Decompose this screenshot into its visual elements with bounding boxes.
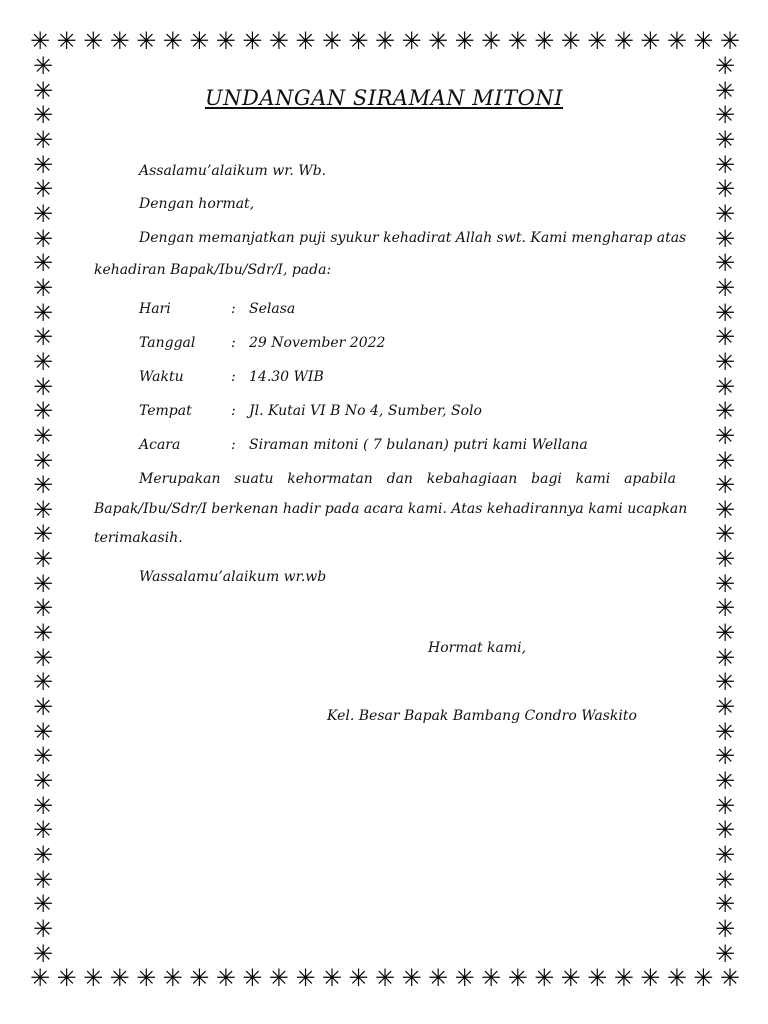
ornament-star-icon: ✳ [401, 965, 422, 991]
ornament-star-icon: ✳ [162, 965, 183, 991]
ornament-star-icon: ✳ [714, 767, 736, 796]
detail-value: Jl. Kutai VI B No 4, Sumber, Solo [249, 403, 482, 419]
ornament-star-icon: ✳ [32, 668, 54, 697]
ornament-star-icon: ✳ [714, 298, 736, 327]
closing-line-1: Merupakan suatu kehormatan dan kebahagiaan bagi kami apabila [139, 471, 676, 487]
ornament-star-icon: ✳ [32, 199, 54, 228]
ornament-star-icon: ✳ [714, 520, 736, 549]
ornament-star-icon: ✳ [714, 914, 736, 943]
ornament-star-icon: ✳ [714, 446, 736, 475]
detail-label: Hari [139, 301, 171, 317]
ornament-star-icon: ✳ [30, 28, 51, 54]
ornament-star-icon: ✳ [374, 965, 396, 991]
ornament-star-icon: ✳ [242, 28, 263, 54]
ornament-star-icon: ✳ [32, 865, 54, 894]
ornament-star-icon: ✳ [215, 28, 236, 54]
ornament-star-icon: ✳ [693, 965, 714, 991]
ornament-star-icon: ✳ [32, 101, 54, 130]
ornament-star-icon: ✳ [714, 569, 736, 598]
ornament-star-icon: ✳ [714, 693, 736, 722]
detail-separator: : [231, 335, 236, 351]
ornament-star-icon: ✳ [714, 495, 736, 524]
border-right-ornaments [712, 54, 738, 966]
ornament-star-icon: ✳ [640, 965, 661, 991]
ornament-star-icon: ✳ [268, 965, 289, 991]
ornament-star-icon: ✳ [32, 717, 54, 746]
ornament-star-icon: ✳ [321, 965, 342, 991]
ornament-star-icon: ✳ [534, 28, 555, 54]
ornament-star-icon: ✳ [613, 965, 634, 991]
ornament-star-icon: ✳ [714, 594, 736, 623]
ornament-star-icon: ✳ [295, 28, 316, 54]
border-bottom-ornaments [30, 965, 740, 991]
ornament-star-icon: ✳ [32, 372, 54, 401]
ornament-star-icon: ✳ [640, 28, 661, 54]
ornament-star-icon: ✳ [32, 495, 54, 524]
ornament-star-icon: ✳ [56, 28, 77, 54]
ornament-star-icon: ✳ [32, 816, 54, 845]
ornament-star-icon: ✳ [714, 643, 736, 672]
detail-label: Waktu [139, 369, 184, 385]
ornament-star-icon: ✳ [189, 28, 210, 54]
ornament-star-icon: ✳ [714, 273, 736, 302]
ornament-star-icon: ✳ [374, 28, 396, 54]
ornament-star-icon: ✳ [321, 28, 342, 54]
ornament-star-icon: ✳ [714, 397, 736, 426]
intro-line-1: Dengan memanjatkan puji syukur kehadirat Allah swt. Kami mengharap atas [139, 230, 687, 246]
detail-value: Siraman mitoni ( 7 bulanan) putri kami Wellana [249, 437, 588, 453]
ornament-star-icon: ✳ [714, 101, 736, 130]
signature-text: Kel. Besar Bapak Bambang Condro Waskito [327, 708, 637, 724]
ornament-star-icon: ✳ [32, 323, 54, 352]
border-top-ornaments [30, 28, 740, 54]
ornament-star-icon: ✳ [32, 150, 54, 179]
ornament-star-icon: ✳ [32, 939, 54, 966]
signoff-text: Hormat kami, [428, 640, 527, 656]
ornament-star-icon: ✳ [427, 28, 449, 54]
ornament-star-icon: ✳ [714, 150, 736, 179]
ornament-star-icon: ✳ [560, 28, 581, 54]
ornament-star-icon: ✳ [714, 791, 736, 820]
ornament-star-icon: ✳ [714, 224, 736, 253]
ornament-star-icon: ✳ [295, 965, 316, 991]
ornament-star-icon: ✳ [714, 199, 736, 228]
ornament-star-icon: ✳ [32, 791, 54, 820]
ornament-star-icon: ✳ [587, 28, 608, 54]
ornament-star-icon: ✳ [714, 76, 736, 105]
ornament-star-icon: ✳ [534, 965, 555, 991]
ornament-star-icon: ✳ [507, 28, 528, 54]
ornament-star-icon: ✳ [32, 767, 54, 796]
ornament-star-icon: ✳ [32, 594, 54, 623]
ornament-star-icon: ✳ [32, 471, 54, 500]
document-title: UNDANGAN SIRAMAN MITONI [204, 86, 563, 110]
ornament-star-icon: ✳ [30, 965, 51, 991]
ornament-star-icon: ✳ [714, 545, 736, 574]
ornament-star-icon: ✳ [714, 175, 736, 204]
ornament-star-icon: ✳ [481, 28, 502, 54]
ornament-star-icon: ✳ [714, 372, 736, 401]
ornament-star-icon: ✳ [83, 965, 104, 991]
ornament-star-icon: ✳ [136, 28, 157, 54]
detail-separator: : [231, 403, 236, 419]
border-left-ornaments [30, 54, 56, 966]
ornament-star-icon: ✳ [714, 939, 736, 966]
ornament-star-icon: ✳ [714, 54, 736, 80]
ornament-star-icon: ✳ [32, 347, 54, 376]
ornament-star-icon: ✳ [613, 28, 634, 54]
ornament-star-icon: ✳ [32, 520, 54, 549]
ornament-star-icon: ✳ [32, 890, 54, 919]
detail-value: 29 November 2022 [249, 335, 386, 351]
ornament-star-icon: ✳ [32, 742, 54, 771]
ornament-star-icon: ✳ [507, 965, 528, 991]
farewell-text: Wassalamu’alaikum wr.wb [139, 569, 327, 585]
greeting-text: Assalamu’alaikum wr. Wb. [139, 163, 327, 179]
detail-separator: : [231, 437, 236, 453]
ornament-star-icon: ✳ [268, 28, 289, 54]
ornament-star-icon: ✳ [32, 224, 54, 253]
ornament-star-icon: ✳ [348, 28, 369, 54]
ornament-star-icon: ✳ [714, 347, 736, 376]
detail-value: 14.30 WIB [249, 369, 324, 385]
ornament-star-icon: ✳ [189, 965, 210, 991]
ornament-star-icon: ✳ [242, 965, 263, 991]
ornament-star-icon: ✳ [719, 965, 740, 991]
ornament-star-icon: ✳ [714, 865, 736, 894]
detail-label: Tanggal [139, 335, 196, 351]
detail-separator: : [231, 369, 236, 385]
ornament-star-icon: ✳ [693, 28, 714, 54]
detail-value: Selasa [249, 301, 296, 317]
ornament-star-icon: ✳ [32, 643, 54, 672]
ornament-star-icon: ✳ [714, 125, 736, 154]
ornament-star-icon: ✳ [109, 965, 130, 991]
ornament-star-icon: ✳ [32, 421, 54, 450]
ornament-star-icon: ✳ [714, 619, 736, 648]
ornament-star-icon: ✳ [454, 965, 475, 991]
ornament-star-icon: ✳ [714, 421, 736, 450]
ornament-star-icon: ✳ [481, 965, 502, 991]
detail-separator: : [231, 301, 236, 317]
ornament-star-icon: ✳ [56, 965, 77, 991]
ornament-star-icon: ✳ [32, 54, 54, 80]
intro-line-2: kehadiran Bapak/Ibu/Sdr/I, pada: [94, 262, 332, 278]
ornament-star-icon: ✳ [714, 717, 736, 746]
ornament-star-icon: ✳ [401, 28, 422, 54]
ornament-star-icon: ✳ [32, 914, 54, 943]
ornament-star-icon: ✳ [560, 965, 581, 991]
ornament-star-icon: ✳ [83, 28, 104, 54]
respect-text: Dengan hormat, [139, 196, 255, 212]
ornament-star-icon: ✳ [348, 965, 369, 991]
closing-line-3: terimakasih. [94, 530, 183, 546]
ornament-star-icon: ✳ [714, 323, 736, 352]
ornament-star-icon: ✳ [427, 965, 449, 991]
ornament-star-icon: ✳ [666, 965, 687, 991]
ornament-star-icon: ✳ [32, 693, 54, 722]
ornament-star-icon: ✳ [109, 28, 130, 54]
ornament-star-icon: ✳ [714, 816, 736, 845]
ornament-star-icon: ✳ [32, 446, 54, 475]
ornament-star-icon: ✳ [32, 273, 54, 302]
ornament-star-icon: ✳ [32, 76, 54, 105]
ornament-star-icon: ✳ [215, 965, 236, 991]
ornament-star-icon: ✳ [32, 841, 54, 869]
ornament-star-icon: ✳ [719, 28, 740, 54]
ornament-star-icon: ✳ [714, 742, 736, 771]
ornament-star-icon: ✳ [32, 619, 54, 648]
ornament-star-icon: ✳ [32, 175, 54, 204]
ornament-star-icon: ✳ [32, 545, 54, 574]
ornament-star-icon: ✳ [714, 890, 736, 919]
detail-label: Tempat [139, 403, 192, 419]
ornament-star-icon: ✳ [32, 298, 54, 327]
ornament-star-icon: ✳ [714, 668, 736, 697]
ornament-star-icon: ✳ [587, 965, 608, 991]
ornament-star-icon: ✳ [32, 125, 54, 154]
ornament-star-icon: ✳ [32, 249, 54, 278]
ornament-star-icon: ✳ [714, 841, 736, 869]
ornament-star-icon: ✳ [162, 28, 183, 54]
closing-line-2: Bapak/Ibu/Sdr/I berkenan hadir pada acara kami. Atas kehadirannya kami ucapkan [94, 501, 688, 517]
ornament-star-icon: ✳ [454, 28, 475, 54]
detail-label: Acara [139, 437, 181, 453]
ornament-star-icon: ✳ [136, 965, 157, 991]
ornament-star-icon: ✳ [714, 249, 736, 278]
ornament-star-icon: ✳ [666, 28, 687, 54]
ornament-star-icon: ✳ [32, 397, 54, 426]
ornament-star-icon: ✳ [32, 569, 54, 598]
ornament-star-icon: ✳ [714, 471, 736, 500]
